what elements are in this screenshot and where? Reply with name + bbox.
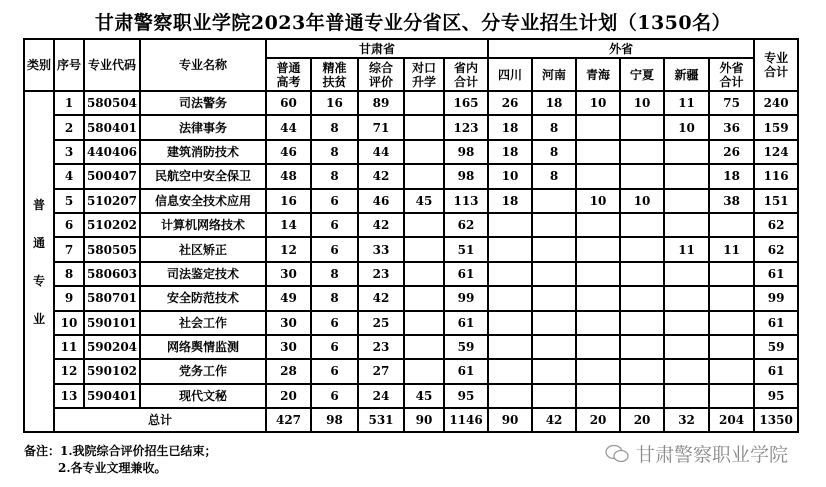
table-cell: 10: [620, 189, 664, 213]
table-cell: 13: [54, 384, 84, 408]
table-cell: 社会工作: [140, 311, 266, 335]
category-char: 普: [32, 197, 45, 212]
table-cell: [532, 213, 576, 237]
table-row: [24, 115, 798, 139]
table-cell: 48: [266, 164, 311, 188]
total-cell: 42: [532, 408, 576, 432]
table-cell: 46: [266, 140, 311, 164]
table-cell: 1: [54, 91, 84, 115]
header-outside-col-text: 新疆: [674, 67, 699, 82]
notes: [24, 443, 217, 477]
table-cell: 98: [444, 164, 488, 188]
header-major-total: [754, 39, 798, 91]
table-cell: 24: [358, 384, 404, 408]
table-cell: [404, 359, 444, 383]
header-outside-col-text: 四川: [498, 67, 523, 82]
table-cell: 计算机网络技术: [140, 213, 266, 237]
table-cell: 11: [664, 237, 709, 261]
table-cell: 社区矫正: [140, 237, 266, 261]
table-cell: [488, 384, 532, 408]
table-cell: 16: [266, 189, 311, 213]
table-cell: [532, 311, 576, 335]
table-row: [24, 91, 798, 115]
table-cell: 99: [754, 286, 798, 310]
table-cell: [488, 311, 532, 335]
header-gansu-col: [358, 58, 404, 91]
table-cell: 6: [311, 384, 358, 408]
table-cell: 46: [358, 189, 404, 213]
header-gansu-col-text: 省内合计: [454, 60, 479, 89]
table-cell: [404, 213, 444, 237]
table-cell: 法律事务: [140, 115, 266, 139]
table-row: [24, 359, 798, 383]
table-cell: [404, 140, 444, 164]
table-cell: 民航空中安全保卫: [140, 164, 266, 188]
table-cell: [620, 286, 664, 310]
total-cell: 204: [709, 408, 754, 432]
note-line-2: 2.各专业文理兼收。: [58, 461, 167, 475]
header-gansu-col: [266, 58, 311, 91]
table-cell: 党务工作: [140, 359, 266, 383]
table-cell: 123: [444, 115, 488, 139]
table-cell: 590102: [84, 359, 140, 383]
table-cell: 590204: [84, 335, 140, 359]
table-cell: 95: [754, 384, 798, 408]
table-cell: [532, 262, 576, 286]
table-cell: [576, 213, 620, 237]
table-row: [24, 213, 798, 237]
header-row-1: [24, 39, 798, 58]
table-cell: 6: [311, 311, 358, 335]
table-cell: 8: [311, 115, 358, 139]
table-cell: [532, 237, 576, 261]
table-cell: 10: [576, 189, 620, 213]
table-cell: [404, 286, 444, 310]
table-cell: 61: [754, 262, 798, 286]
table-cell: 42: [358, 286, 404, 310]
table-cell: 61: [754, 359, 798, 383]
table-cell: [532, 286, 576, 310]
table-cell: [664, 164, 709, 188]
table-cell: 10: [54, 311, 84, 335]
header-gansu-col: [444, 58, 488, 91]
table-cell: 10: [664, 115, 709, 139]
table-cell: 18: [532, 91, 576, 115]
table-cell: [488, 262, 532, 286]
table-cell: [576, 237, 620, 261]
table-cell: 159: [754, 115, 798, 139]
table-cell: [620, 213, 664, 237]
table-cell: 59: [444, 335, 488, 359]
table-cell: 89: [358, 91, 404, 115]
total-cell: 1350: [754, 408, 798, 432]
table-cell: [532, 189, 576, 213]
table-cell: [709, 262, 754, 286]
table-cell: 10: [488, 164, 532, 188]
table-cell: 59: [754, 335, 798, 359]
table-cell: 10: [576, 91, 620, 115]
table-cell: 建筑消防技术: [140, 140, 266, 164]
table-cell: [404, 262, 444, 286]
header-gansu-col-text: 对口升学: [411, 60, 436, 89]
table-cell: [488, 335, 532, 359]
total-cell: 90: [488, 408, 532, 432]
table-row: [24, 262, 798, 286]
table-cell: [576, 164, 620, 188]
table-cell: [404, 237, 444, 261]
table-cell: 580504: [84, 91, 140, 115]
table-cell: 30: [266, 335, 311, 359]
table-cell: [488, 359, 532, 383]
table-cell: 27: [358, 359, 404, 383]
table-cell: [709, 384, 754, 408]
header-gansu-col-text: 普通高考: [276, 60, 301, 89]
header-code: 专业代码: [84, 39, 140, 91]
table-cell: 10: [620, 91, 664, 115]
table-cell: [620, 164, 664, 188]
table-cell: 33: [358, 237, 404, 261]
table-cell: 11: [664, 91, 709, 115]
table-cell: 26: [488, 91, 532, 115]
header-outside: 外省: [488, 39, 754, 58]
table-cell: 6: [311, 213, 358, 237]
table-cell: 28: [266, 359, 311, 383]
table-cell: 7: [54, 237, 84, 261]
table-cell: 18: [709, 164, 754, 188]
table-cell: 440406: [84, 140, 140, 164]
table-cell: 司法鉴定技术: [140, 262, 266, 286]
table-cell: [709, 359, 754, 383]
table-cell: [664, 140, 709, 164]
table-cell: 62: [444, 213, 488, 237]
table-cell: 26: [709, 140, 754, 164]
table-cell: 116: [754, 164, 798, 188]
table-cell: [404, 311, 444, 335]
table-cell: 510207: [84, 189, 140, 213]
table-cell: 62: [754, 237, 798, 261]
table-cell: 98: [444, 140, 488, 164]
table-cell: 36: [709, 115, 754, 139]
table-cell: [664, 335, 709, 359]
table-cell: 8: [532, 164, 576, 188]
table-cell: [404, 335, 444, 359]
table-cell: [620, 262, 664, 286]
table-cell: 信息安全技术应用: [140, 189, 266, 213]
total-cell: 90: [404, 408, 444, 432]
table-cell: 4: [54, 164, 84, 188]
table-cell: [404, 115, 444, 139]
table-cell: 165: [444, 91, 488, 115]
category-char: 业: [32, 311, 45, 326]
table-cell: [664, 189, 709, 213]
total-cell: 427: [266, 408, 311, 432]
table-cell: [620, 140, 664, 164]
table-cell: [576, 286, 620, 310]
watermark-text: 甘肃警察职业学院: [636, 444, 789, 466]
category-char: 通: [32, 235, 45, 250]
table-cell: [664, 359, 709, 383]
table-cell: 124: [754, 140, 798, 164]
table-row: [24, 164, 798, 188]
table-cell: 18: [488, 189, 532, 213]
total-label: 总计: [54, 408, 266, 432]
table-cell: 23: [358, 262, 404, 286]
table-cell: 6: [311, 237, 358, 261]
table-cell: 45: [404, 384, 444, 408]
table-cell: 61: [444, 359, 488, 383]
table-cell: [709, 286, 754, 310]
header-outside-col-text: 宁夏: [630, 67, 655, 82]
category-char: 专: [32, 273, 45, 288]
table-cell: 61: [444, 262, 488, 286]
table-cell: [576, 140, 620, 164]
table-cell: [664, 311, 709, 335]
table-cell: 11: [709, 237, 754, 261]
table-cell: 6: [311, 335, 358, 359]
header-outside-col: [488, 58, 532, 91]
header-gansu-col: [311, 58, 358, 91]
total-cell: 20: [620, 408, 664, 432]
table-cell: 18: [488, 115, 532, 139]
table-cell: 71: [358, 115, 404, 139]
table-cell: [620, 359, 664, 383]
table-cell: 8: [311, 286, 358, 310]
table-cell: [709, 311, 754, 335]
table-cell: 安全防范技术: [140, 286, 266, 310]
table-cell: [488, 213, 532, 237]
table-row: [24, 286, 798, 310]
table-cell: [664, 262, 709, 286]
table-cell: [576, 335, 620, 359]
table-cell: 现代文秘: [140, 384, 266, 408]
table-cell: 6: [54, 213, 84, 237]
table-cell: [488, 286, 532, 310]
table-cell: 45: [404, 189, 444, 213]
table-cell: 580401: [84, 115, 140, 139]
table-cell: 30: [266, 262, 311, 286]
table-cell: 61: [754, 311, 798, 335]
table-cell: [620, 384, 664, 408]
table-cell: [576, 262, 620, 286]
header-outside-col: [709, 58, 754, 91]
total-cell: 1146: [444, 408, 488, 432]
table-cell: 8: [311, 140, 358, 164]
table-cell: [709, 335, 754, 359]
header-outside-col-text: 外省合计: [719, 60, 744, 89]
header-outside-col: [532, 58, 576, 91]
table-cell: 510202: [84, 213, 140, 237]
header-outside-col-text: 河南: [542, 67, 567, 82]
table-cell: [532, 384, 576, 408]
header-outside-col: [576, 58, 620, 91]
header-gansu-col: [404, 58, 444, 91]
table-row: [24, 237, 798, 261]
header-seq: 序号: [54, 39, 84, 91]
total-cell: 32: [664, 408, 709, 432]
header-category: 类别: [24, 39, 54, 91]
table-cell: 99: [444, 286, 488, 310]
table-cell: [620, 311, 664, 335]
table-cell: 42: [358, 213, 404, 237]
table-row: [24, 384, 798, 408]
table-cell: 95: [444, 384, 488, 408]
table-cell: 3: [54, 140, 84, 164]
table-cell: 44: [358, 140, 404, 164]
header-name: 专业名称: [140, 39, 266, 91]
table-cell: 8: [54, 262, 84, 286]
table-cell: 9: [54, 286, 84, 310]
table-row: [24, 140, 798, 164]
table-cell: 113: [444, 189, 488, 213]
table-cell: 网络舆情监测: [140, 335, 266, 359]
table-cell: 240: [754, 91, 798, 115]
table-cell: 500407: [84, 164, 140, 188]
table-cell: [532, 359, 576, 383]
table-cell: 44: [266, 115, 311, 139]
table-cell: [488, 237, 532, 261]
page-title: 甘肃警察职业学院2023年普通专业分省区、分专业招生计划（1350名）: [94, 12, 732, 34]
table-cell: [620, 237, 664, 261]
table-cell: 62: [754, 213, 798, 237]
total-cell: 98: [311, 408, 358, 432]
table-cell: 司法警务: [140, 91, 266, 115]
table-cell: 18: [488, 140, 532, 164]
table-cell: 2: [54, 115, 84, 139]
table-cell: 61: [444, 311, 488, 335]
table-cell: [664, 286, 709, 310]
table-cell: 590401: [84, 384, 140, 408]
table-row: [24, 311, 798, 335]
header-gansu: 甘肃省: [266, 39, 488, 58]
table-cell: 8: [532, 140, 576, 164]
table-cell: 151: [754, 189, 798, 213]
table-cell: 8: [311, 164, 358, 188]
table-cell: 60: [266, 91, 311, 115]
table-cell: [532, 335, 576, 359]
table-cell: 20: [266, 384, 311, 408]
total-row: [24, 408, 798, 432]
table-row: [24, 189, 798, 213]
table-cell: [576, 384, 620, 408]
table-cell: 590101: [84, 311, 140, 335]
table-cell: 6: [311, 359, 358, 383]
wechat-icon: [604, 443, 630, 465]
table-cell: [664, 384, 709, 408]
header-gansu-col-text: 精准扶贫: [322, 60, 347, 89]
table-cell: 75: [709, 91, 754, 115]
total-cell: 531: [358, 408, 404, 432]
table-cell: 12: [54, 359, 84, 383]
header-gansu-col-text: 综合评价: [368, 60, 393, 89]
header-outside-col-text: 青海: [586, 67, 611, 82]
header-outside-col: [620, 58, 664, 91]
table-cell: 16: [311, 91, 358, 115]
table-cell: [576, 115, 620, 139]
table-row: [24, 335, 798, 359]
table-cell: 42: [358, 164, 404, 188]
table-cell: [620, 335, 664, 359]
table-cell: [404, 91, 444, 115]
table-cell: 49: [266, 286, 311, 310]
note-line-1: 备注：1.我院综合评价招生已结束；: [24, 444, 217, 458]
table-cell: [576, 311, 620, 335]
table-cell: 8: [532, 115, 576, 139]
table-cell: 580505: [84, 237, 140, 261]
table-cell: 25: [358, 311, 404, 335]
table-cell: 580701: [84, 286, 140, 310]
table-cell: 30: [266, 311, 311, 335]
table-cell: 11: [54, 335, 84, 359]
table-cell: 51: [444, 237, 488, 261]
table-cell: 23: [358, 335, 404, 359]
category-cell: [24, 91, 54, 432]
table-cell: 5: [54, 189, 84, 213]
table-cell: [709, 213, 754, 237]
table-cell: 12: [266, 237, 311, 261]
table-cell: [664, 213, 709, 237]
header-major-total-text: 专业合计: [764, 51, 789, 79]
table-cell: [620, 115, 664, 139]
total-cell: 20: [576, 408, 620, 432]
table-cell: 14: [266, 213, 311, 237]
table-cell: 6: [311, 189, 358, 213]
table-cell: [404, 164, 444, 188]
header-outside-col: [664, 58, 709, 91]
table-cell: 8: [311, 262, 358, 286]
table-cell: 38: [709, 189, 754, 213]
enrollment-plan-table: [23, 38, 799, 433]
watermark: [604, 440, 788, 467]
table-cell: 580603: [84, 262, 140, 286]
table-cell: [576, 359, 620, 383]
